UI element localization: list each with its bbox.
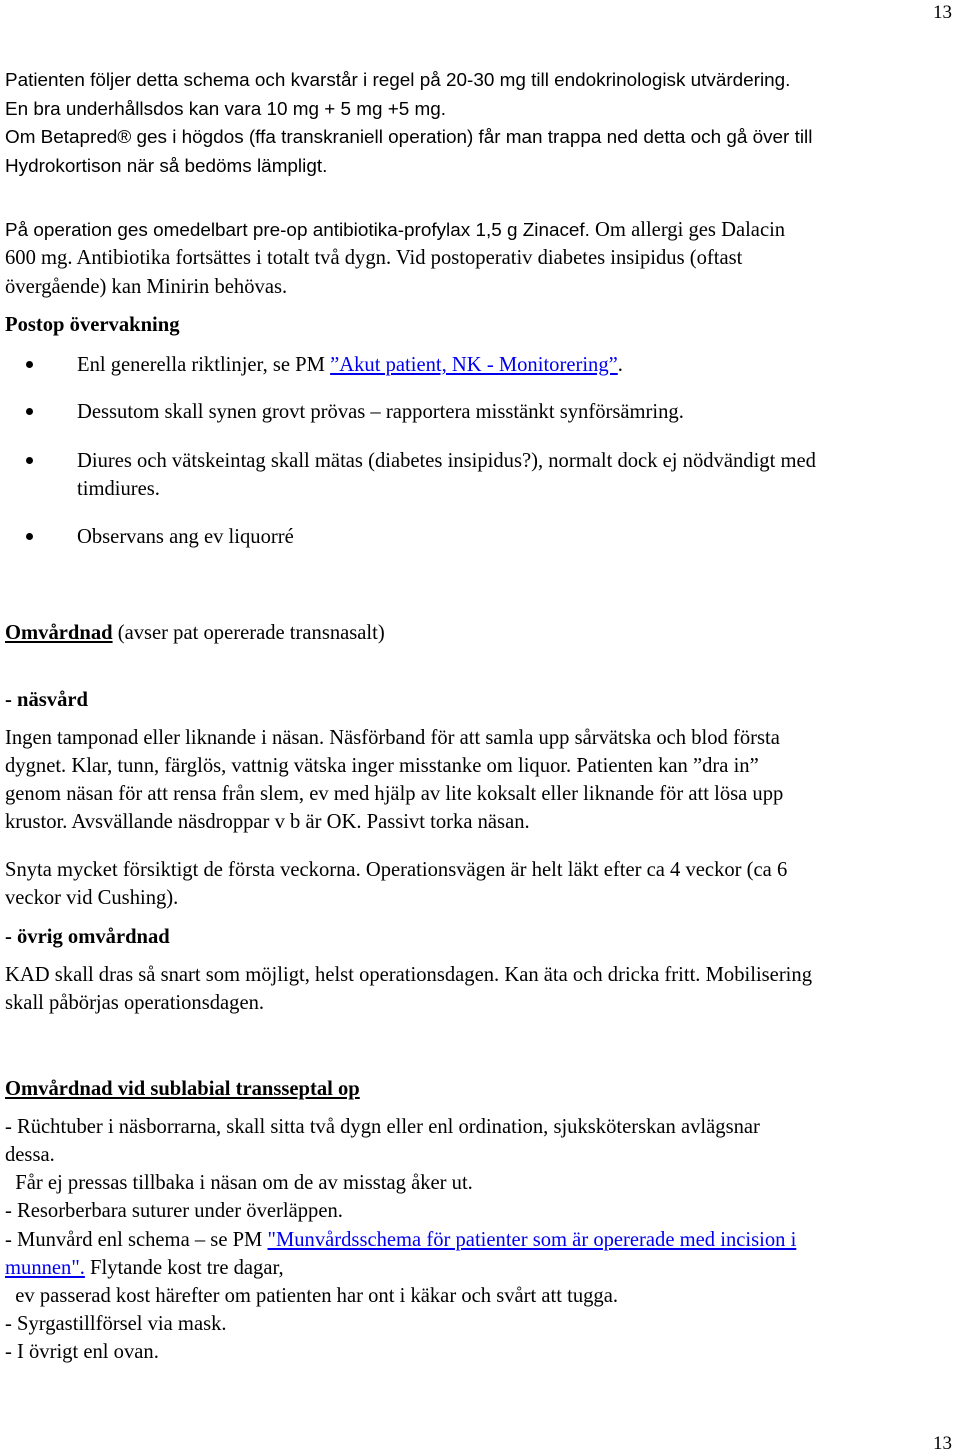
munvardsschema-link-continuation[interactable]: munnen". <box>5 1257 85 1279</box>
section-heading: Omvårdnad vid sublabial transseptal op <box>5 1078 360 1100</box>
heading-rest: (avser pat opererade transnasalt) <box>112 622 385 644</box>
text-line: 600 mg. Antibiotika fortsättes i totalt två dygn. Vid postoperativ diabetes insipidus (oftast <box>5 247 743 269</box>
text-line: krustor. Avsvällande näsdroppar v b är OK. Passivt torka näsan. <box>5 811 530 833</box>
page-number-bottom: 13 <box>933 1433 952 1454</box>
text-line: dessa. <box>5 1144 55 1166</box>
list-item-text: Dessutom skall synen grovt prövas – rapportera misstänkt synförsämring. <box>77 401 684 423</box>
section-heading: Postop övervakning <box>5 314 180 336</box>
text-line: En bra underhållsdos kan vara 10 mg + 5 mg +5 mg. <box>5 99 447 120</box>
text-line: KAD skall dras så snart som möjligt, helst operationsdagen. Kan äta och dricka fritt. Mobilisering <box>5 964 812 986</box>
bullet-icon <box>26 361 33 368</box>
text-line <box>5 1227 796 1253</box>
text-span: . <box>617 354 623 376</box>
text-line: Om Betapred® ges i högdos (ffa transkraniell operation) får man trappa ned detta och gå över till <box>5 127 813 148</box>
list-item-text: Observans ang ev liquorré <box>77 526 294 548</box>
text-line: genom näsan för att rensa från slem, ev med hjälp av lite koksalt eller liknande för att lösa upp <box>5 783 784 805</box>
section-heading <box>5 620 385 646</box>
subsection-heading: - näsvård <box>5 689 88 711</box>
list-item-text <box>77 351 623 379</box>
text-span: Flytande kost tre dagar, <box>84 1257 284 1279</box>
text-line: ev passerad kost härefter om patienten har ont i käkar och svårt att tugga. <box>5 1285 619 1307</box>
list-item-text: timdiures. <box>77 478 160 500</box>
bullet-icon <box>26 408 33 415</box>
bullet-icon <box>26 457 33 464</box>
munvardsschema-link[interactable]: "Munvårdsschema för patienter som är opererade med incision i <box>267 1229 797 1251</box>
bullet-icon <box>26 533 33 540</box>
text-line <box>5 1255 284 1281</box>
monitorering-link[interactable]: ”Akut patient, NK - Monitorering” <box>330 354 618 376</box>
subsection-heading: - övrig omvårdnad <box>5 926 170 948</box>
text-span: Om allergi ges Dalacin <box>589 219 786 241</box>
text-line: Hydrokortison när så bedöms lämpligt. <box>5 156 328 177</box>
text-line: Patienten följer detta schema och kvarstår i regel på 20-30 mg till endokrinologisk utvärdering. <box>5 70 791 91</box>
text-line: veckor vid Cushing). <box>5 887 179 909</box>
text-line <box>5 217 785 244</box>
text-line: - Resorberbara suturer under överläppen. <box>5 1200 343 1222</box>
text-line: Ingen tamponad eller liknande i näsan. Näsförband för att samla upp sårvätska och blod första <box>5 727 780 749</box>
heading-bold: Omvårdnad <box>5 622 113 644</box>
text-line: Får ej pressas tillbaka i näsan om de av misstag åker ut. <box>5 1172 473 1194</box>
text-line: - Rüchtuber i näsborrarna, skall sitta två dygn eller enl ordination, sjuksköterskan avlägsnar <box>5 1116 760 1138</box>
list-item-text: Diures och vätskeintag skall mätas (diabetes insipidus?), normalt dock ej nödvändigt med <box>77 450 816 472</box>
text-line: - I övrigt enl ovan. <box>5 1341 159 1363</box>
text-line: - Syrgastillförsel via mask. <box>5 1313 227 1335</box>
text-span: Enl generella riktlinjer, se PM <box>77 354 331 376</box>
text-line: skall påbörjas operationsdagen. <box>5 992 265 1014</box>
text-span: På operation ges omedelbart pre-op antibiotika-profylax 1,5 g Zinacef. <box>5 220 590 241</box>
text-line: dygnet. Klar, tunn, färglös, vattnig vätska inger misstanke om liquor. Patienten kan ”dra in” <box>5 755 759 777</box>
text-span: - Munvård enl schema – se PM <box>5 1229 268 1251</box>
text-line: övergående) kan Minirin behövas. <box>5 276 288 298</box>
page-number-top: 13 <box>933 2 952 23</box>
text-line: Snyta mycket försiktigt de första veckorna. Operationsvägen är helt läkt efter ca 4 veckor (ca 6 <box>5 859 788 881</box>
